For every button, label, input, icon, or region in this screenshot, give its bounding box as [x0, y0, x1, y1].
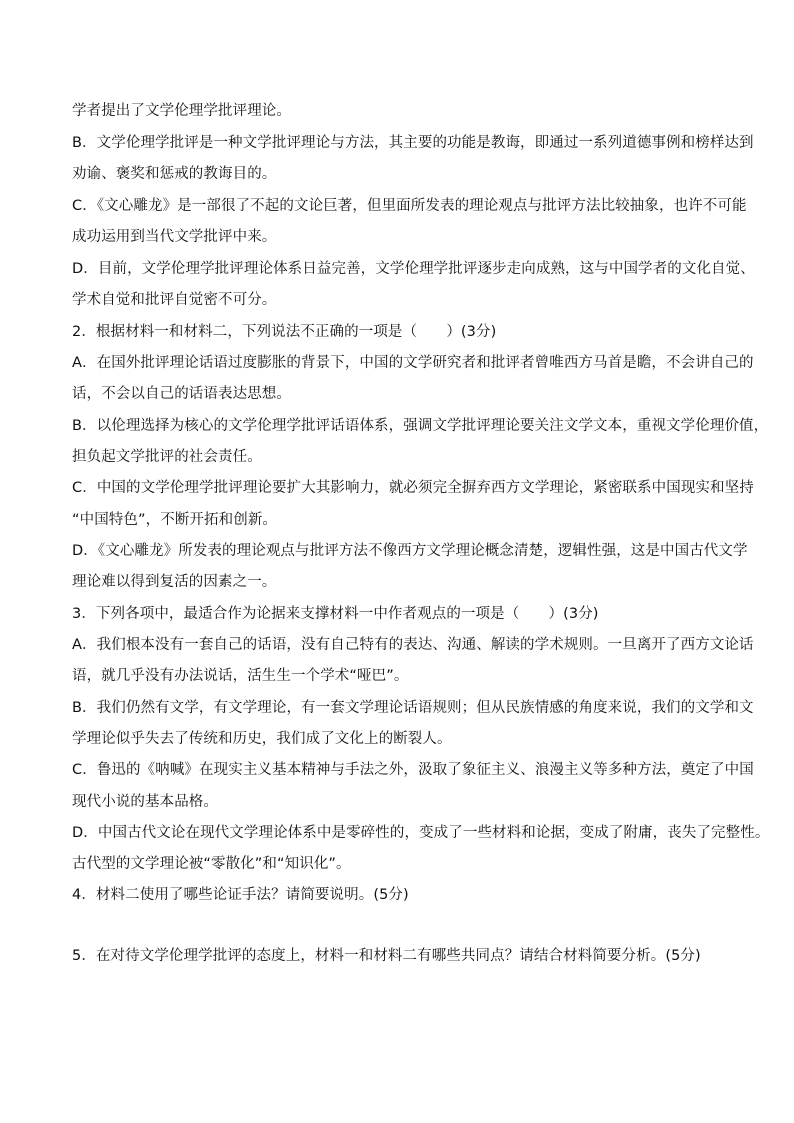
text-line: 现代小说的基本品格。 [72, 794, 218, 810]
text-line: “中国特色”，不断开拓和创新。 [72, 512, 278, 528]
q3-option-c: C．鲁迅的《呐喊》在现实主义基本精神与手法之外，汲取了象征主义、浪漫主义等多种方法，奠定了中国 [72, 762, 754, 778]
q2-option-b: B．以伦理选择为核心的文学伦理学批评话语体系，强调文学批评理论要关注文学文本，重视文学伦理价值， [72, 418, 769, 434]
text-line: 劝谕、褒奖和惩戒的教诲目的。 [72, 166, 277, 182]
q3-option-b: B．我们仍然有文学，有文学理论，有一套文学理论话语规则；但从民族情感的角度来说，我们的文学和文 [72, 700, 754, 716]
question-4: 4．材料二使用了哪些论证手法？请简要说明。(5分) [72, 887, 409, 903]
q3-option-a: A．我们根本没有一套自己的话语，没有自己特有的表达、沟通、解读的学术规则。一旦离开了西方文论话 [72, 637, 754, 653]
q3-option-d: D．中国古代文论在现代文学理论体系中是零碎性的，变成了一些材料和论据，变成了附庸，丧失了完整性。 [72, 825, 770, 841]
option-c-line: C．《文心雕龙》是一部很了不起的文论巨著，但里面所发表的理论观点与批评方法比较抽象，也许不可能 [72, 198, 747, 214]
text-line: 担负起文学批评的社会责任。 [72, 449, 262, 465]
text-line: 学术自觉和批评自觉密不可分。 [72, 292, 277, 308]
q2-option-d: D．《文心雕龙》所发表的理论观点与批评方法不像西方文学理论概念清楚，逻辑性强，这是中国古代文学 [72, 543, 748, 559]
q2-option-c: C．中国的文学伦理学批评理论要扩大其影响力，就必须完全摒弃西方文学理论，紧密联系中国现实和坚持 [72, 480, 754, 496]
q2-option-a: A．在国外批评理论话语过度膨胀的背景下，中国的文学研究者和批评者曾唯西方马首是瞻，不会讲自己的 [72, 355, 754, 371]
text-line: 语，就几乎没有办法说话，活生生一个学术“哑巴”。 [72, 668, 409, 684]
option-d-line: D．目前，文学伦理学批评理论体系日益完善，文学伦理学批评逐步走向成熟，这与中国学者的文化自觉、 [72, 261, 755, 277]
question-3: 3．下列各项中，最适合作为论据来支撑材料一中作者观点的一项是（ ）(3分) [72, 606, 599, 622]
option-b-line: B．文学伦理学批评是一种文学批评理论与方法，其主要的功能是教诲，即通过一系列道德事例和榜样达到 [72, 135, 754, 151]
question-5: 5．在对待文学伦理学批评的态度上，材料一和材料二有哪些共同点？请结合材料简要分析。(5分) [72, 948, 701, 964]
text-line: 成功运用到当代文学批评中来。 [72, 229, 277, 245]
text-line: 古代型的文学理论被“零散化”和“知识化”。 [72, 856, 351, 872]
question-2: 2．根据材料一和材料二，下列说法不正确的一项是（ ）(3分) [72, 324, 497, 340]
text-line: 话，不会以自己的话语表达思想。 [72, 386, 291, 402]
text-line: 学者提出了文学伦理学批评理论。 [72, 103, 291, 119]
text-line: 理论难以得到复活的因素之一。 [72, 574, 277, 590]
text-line: 学理论似乎失去了传统和历史，我们成了文化上的断裂人。 [72, 731, 452, 747]
